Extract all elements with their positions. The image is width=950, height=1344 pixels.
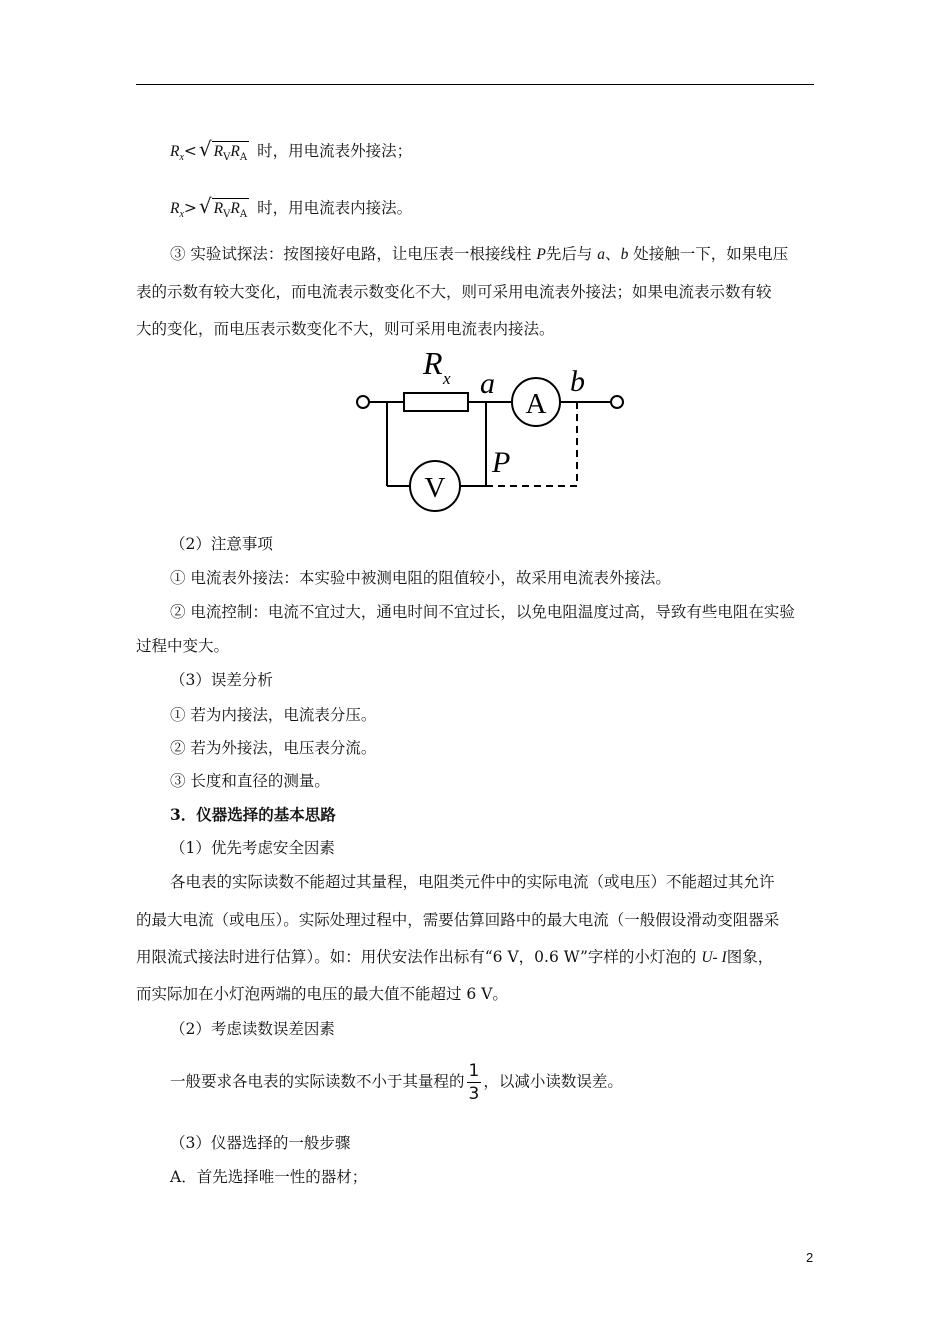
error-2: ② 若为外接法，电压表分流。 bbox=[170, 739, 377, 757]
resistor-label: R bbox=[423, 345, 443, 381]
gt-sign: > bbox=[183, 199, 197, 217]
rx-symbol: $R_x$ bbox=[170, 143, 184, 163]
criterion-external bbox=[170, 138, 412, 165]
criterion-external-text: 时，用电流表外接法； bbox=[257, 142, 413, 160]
rx-symbol: $R_x$ bbox=[170, 200, 184, 220]
right-terminal bbox=[611, 396, 623, 408]
trial-method-line-2: 表的示数有较大变化，而电流表示数变化不大，则可采用电流表外接法；如果电流表示数有较 bbox=[136, 283, 772, 301]
sqrt-rv-ra: √ $R_VR_A$ bbox=[198, 137, 248, 163]
ammeter-label: A bbox=[525, 388, 547, 420]
circuit-diagram bbox=[340, 345, 640, 515]
note-2-line-2: 过程中变大。 bbox=[136, 637, 230, 655]
error-3: ③ 长度和直径的测量。 bbox=[170, 772, 330, 790]
header-rule bbox=[136, 84, 814, 85]
error-1: ① 若为内接法，电流表分压。 bbox=[170, 706, 377, 724]
criterion-internal-text: 时，用电流表内接法。 bbox=[257, 199, 413, 217]
section-3-3-heading: （3）仪器选择的一般步骤 bbox=[170, 1134, 351, 1152]
resistor-subscript: x bbox=[443, 369, 451, 388]
criterion-internal bbox=[170, 195, 412, 222]
step-a: A．首先选择唯一性的器材； bbox=[170, 1168, 368, 1186]
safety-line-2: 的最大电流（或电压）。实际处理过程中，需要估算回路中的最大电流（一般假设滑动变阻器采 bbox=[136, 911, 780, 929]
section-notes-heading: （2）注意事项 bbox=[170, 535, 273, 553]
node-b-label: b bbox=[570, 365, 585, 398]
sqrt-rv-ra: √ $R_VR_A$ bbox=[198, 194, 248, 220]
reading-error-line: 一般要求各电表的实际读数不小于其量程的 $\frac{1}{3}$ ，以减小读数误差。 bbox=[170, 1061, 623, 1104]
node-a-label: a bbox=[480, 367, 495, 400]
lt-sign: < bbox=[183, 142, 197, 160]
section-3-heading: 3．仪器选择的基本思路 bbox=[170, 805, 336, 824]
resistor-rx bbox=[404, 393, 468, 411]
left-terminal bbox=[357, 396, 369, 408]
node-p-label: P bbox=[492, 446, 511, 479]
section-error-heading: （3）误差分析 bbox=[170, 671, 273, 689]
safety-line-1: 各电表的实际读数不能超过其量程，电阻类元件中的实际电流（或电压）不能超过其允许 bbox=[170, 873, 775, 891]
fraction-one-third: $\frac{1}{3}$ bbox=[468, 1061, 480, 1104]
voltmeter-label: V bbox=[424, 472, 446, 504]
note-2-line-1: ② 电流控制：电流不宜过大，通电时间不宜过长，以免电阻温度过高，导致有些电阻在实验 bbox=[170, 603, 795, 621]
page-number: 2 bbox=[806, 1250, 814, 1265]
trial-method-line-1: ③ 实验试探法：按图接好电路，让电压表一根接线柱 P先后与 a、b 处接触一下，如果电压 bbox=[170, 245, 789, 263]
section-3-2-heading: （2）考虑读数误差因素 bbox=[170, 1020, 335, 1038]
note-1: ① 电流表外接法：本实验中被测电阻的阻值较小，故采用电流表外接法。 bbox=[170, 569, 671, 587]
trial-method-line-3: 大的变化，而电压表示数变化不大，则可采用电流表内接法。 bbox=[136, 320, 555, 338]
safety-line-3: 用限流式接法时进行估算）。如：用伏安法作出标有“6 V，0.6 W”字样的小灯泡的 U- I图象， bbox=[136, 948, 774, 966]
safety-line-4: 而实际加在小灯泡两端的电压的最大值不能超过 6 V。 bbox=[136, 985, 508, 1003]
section-3-1-heading: （1）优先考虑安全因素 bbox=[170, 839, 335, 857]
